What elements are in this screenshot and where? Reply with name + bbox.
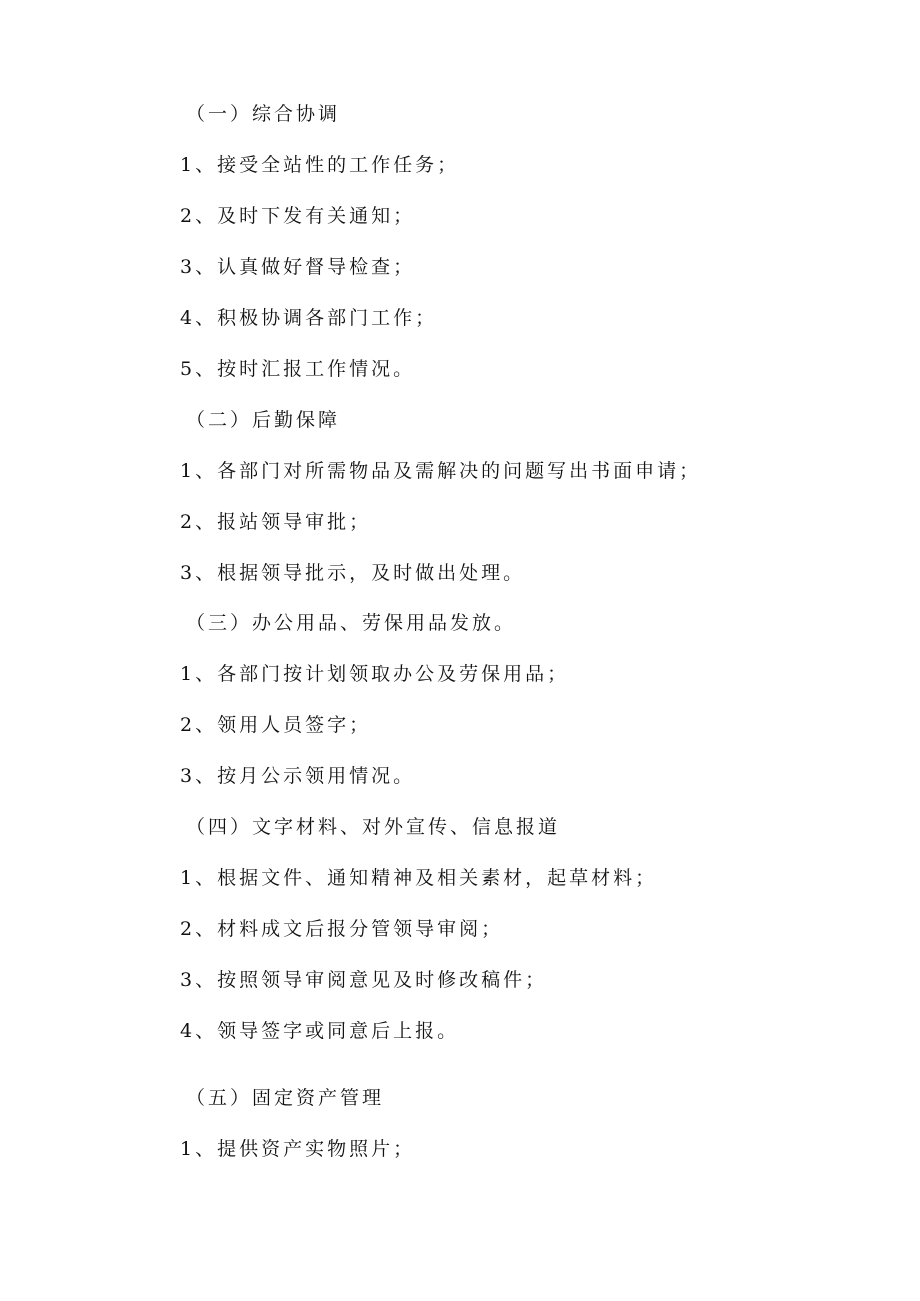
list-item: 4、领导签字或同意后上报。 — [180, 1020, 460, 1042]
list-item: 1、各部门对所需物品及需解决的问题写出书面申请； — [180, 460, 702, 482]
list-item: 1、根据文件、通知精神及相关素材，起草材料； — [180, 867, 658, 889]
list-item: 2、领用人员签字； — [180, 714, 372, 736]
section-heading: （五）固定资产管理 — [186, 1087, 385, 1109]
section-heading: （四）文字材料、对外宣传、信息报道 — [186, 816, 561, 838]
list-item: 2、及时下发有关通知； — [180, 205, 416, 227]
section-heading: （三）办公用品、劳保用品发放。 — [186, 612, 517, 634]
list-item: 3、认真做好督导检查； — [180, 256, 416, 278]
list-item: 1、接受全站性的工作任务； — [180, 154, 460, 176]
section-heading: （二）后勤保障 — [186, 409, 341, 431]
list-item: 5、按时汇报工作情况。 — [180, 358, 416, 380]
list-item: 3、按月公示领用情况。 — [180, 765, 416, 787]
list-item: 4、积极协调各部门工作； — [180, 307, 438, 329]
list-item: 3、按照领导审阅意见及时修改稿件； — [180, 969, 548, 991]
list-item: 2、材料成文后报分管领导审阅； — [180, 918, 504, 940]
section-heading: （一）综合协调 — [186, 103, 341, 125]
list-item: 2、报站领导审批； — [180, 511, 372, 533]
list-item: 1、各部门按计划领取办公及劳保用品； — [180, 663, 570, 685]
list-item: 3、根据领导批示，及时做出处理。 — [180, 562, 526, 584]
list-item: 1、提供资产实物照片； — [180, 1138, 416, 1160]
